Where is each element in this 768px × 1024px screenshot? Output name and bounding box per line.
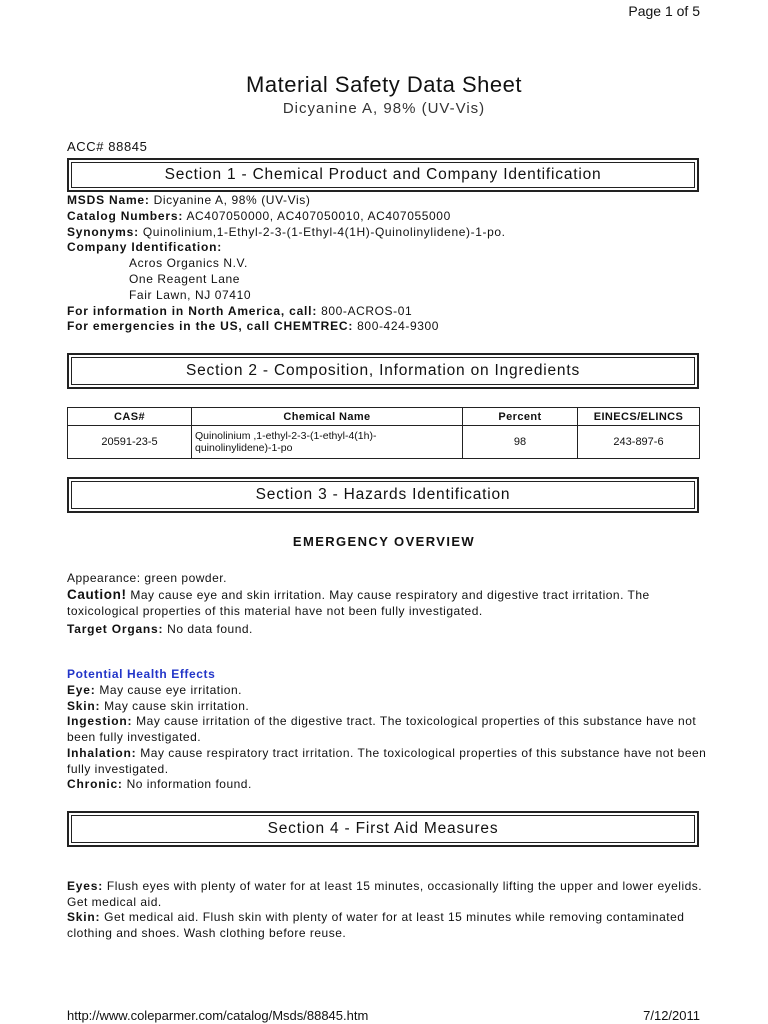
company-street: One Reagent Lane <box>129 272 241 286</box>
table-header-row <box>68 408 700 426</box>
company-city: Fair Lawn, NJ 07410 <box>129 288 252 302</box>
first-aid-eyes-label: Eyes: <box>67 879 104 893</box>
skin-value: May cause skin irritation. <box>100 699 250 713</box>
composition-table <box>67 407 700 459</box>
na-phone-value: 800-ACROS-01 <box>321 304 413 318</box>
eye-value: May cause eye irritation. <box>95 683 242 697</box>
msds-name-value: Dicyanine A, 98% (UV-Vis) <box>153 193 311 207</box>
ingestion-label: Ingestion: <box>67 714 133 728</box>
document-title: Material Safety Data Sheet <box>246 72 522 97</box>
catalog-line <box>67 209 451 223</box>
section-2-title: Section 2 - Composition, Information on Ingredients <box>71 357 695 385</box>
skin-line <box>67 699 707 715</box>
caution-label: Caution! <box>67 587 127 602</box>
first-aid-eyes-paragraph <box>67 879 707 910</box>
catalog-value: AC407050000, AC407050010, AC407055000 <box>186 209 451 223</box>
column-header-percent: Percent <box>463 408 578 426</box>
inhalation-value: May cause respiratory tract irritation. The toxicological properties of this substance have not been fully investigated. <box>67 746 707 776</box>
inhalation-paragraph <box>67 746 707 777</box>
synonyms-value: Quinolinium,1-Ethyl-2-3-(1-Ethyl-4(1H)-Quinolinylidene)-1-po. <box>142 225 506 239</box>
section-2-header <box>67 353 699 389</box>
potential-health-effects-heading: Potential Health Effects <box>67 667 216 681</box>
emergency-phone-label: For emergencies in the US, call CHEMTREC: <box>67 319 354 333</box>
table-row <box>68 426 700 459</box>
synonyms-label: Synonyms: <box>67 225 139 239</box>
first-aid-skin-value: Get medical aid. Flush skin with plenty of water for at least 15 minutes while removing contaminated clothing and shoes. Wash clothing before reuse. <box>67 910 685 940</box>
company-label: Company Identification: <box>67 240 223 254</box>
page-number: Page 1 of 5 <box>628 3 700 19</box>
company-name: Acros Organics N.V. <box>129 256 248 270</box>
target-organs-line <box>67 622 707 638</box>
column-header-einecs: EINECS/ELINCS <box>578 408 700 426</box>
section-3-title: Section 3 - Hazards Identification <box>71 481 695 509</box>
cell-cas: 20591-23-5 <box>68 426 192 459</box>
msds-name-line <box>67 193 310 207</box>
chronic-value: No information found. <box>122 777 252 791</box>
catalog-label: Catalog Numbers: <box>67 209 184 223</box>
cell-einecs: 243-897-6 <box>578 426 700 459</box>
section-3-header <box>67 477 699 513</box>
section-1-header <box>67 158 699 192</box>
emergency-phone-line <box>67 319 439 333</box>
first-aid-eyes-value: Flush eyes with plenty of water for at least 15 minutes, occasionally lifting the upper and lower eyelids. Get medical aid. <box>67 879 703 909</box>
chronic-label: Chronic: <box>67 777 123 791</box>
section-4-title: Section 4 - First Aid Measures <box>71 815 695 843</box>
inhalation-label: Inhalation: <box>67 746 137 760</box>
skin-label: Skin: <box>67 699 101 713</box>
first-aid-skin-label: Skin: <box>67 910 101 924</box>
first-aid-skin-paragraph <box>67 910 707 941</box>
synonyms-line <box>67 225 506 239</box>
column-header-cas: CAS# <box>68 408 192 426</box>
caution-text: May cause eye and skin irritation. May cause respiratory and digestive tract irritation. The toxicological properties of this material have not been fully investigated. <box>67 588 650 618</box>
footer-date: 7/12/2011 <box>643 1008 700 1023</box>
target-organs-label: Target Organs: <box>67 622 164 636</box>
document-subtitle: Dicyanine A, 98% (UV-Vis) <box>282 100 486 117</box>
eye-line <box>67 683 707 699</box>
chronic-line <box>67 777 707 793</box>
msds-name-label: MSDS Name: <box>67 193 150 207</box>
section-4-header <box>67 811 699 847</box>
emergency-overview-heading: EMERGENCY OVERVIEW <box>292 534 476 549</box>
footer-url: http://www.coleparmer.com/catalog/Msds/88845.htm <box>67 1008 369 1023</box>
eye-label: Eye: <box>67 683 96 697</box>
na-phone-line <box>67 304 412 318</box>
target-organs-value: No data found. <box>163 622 253 636</box>
emergency-phone-value: 800-424-9300 <box>357 319 440 333</box>
caution-paragraph <box>67 587 707 619</box>
ingestion-value: May cause irritation of the digestive tract. The toxicological properties of this substance have not been fully investigated. <box>67 714 697 744</box>
acc-number: ACC# 88845 <box>67 139 148 154</box>
column-header-chemical-name: Chemical Name <box>192 408 463 426</box>
appearance-text: Appearance: green powder. <box>67 571 227 585</box>
ingestion-paragraph <box>67 714 707 745</box>
cell-percent: 98 <box>463 426 578 459</box>
na-phone-label: For information in North America, call: <box>67 304 318 318</box>
company-line <box>67 240 222 254</box>
cell-chemical-name: Quinolinium ,1-ethyl-2-3-(1-ethyl-4(1h)-quinolinylidene)-1-po <box>192 426 463 459</box>
section-1-title: Section 1 - Chemical Product and Company Identification <box>71 162 695 188</box>
